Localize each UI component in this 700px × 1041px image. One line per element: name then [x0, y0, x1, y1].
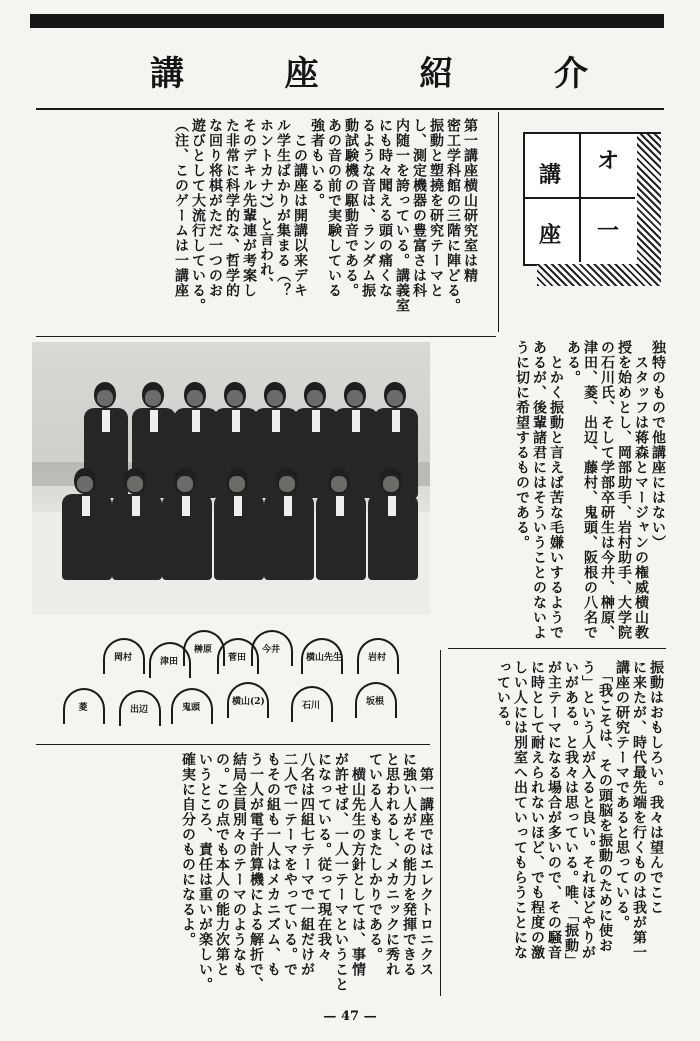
title-char: 介 [553, 54, 590, 94]
box-shadow [637, 132, 661, 266]
box-divider [579, 132, 581, 262]
section-rule [36, 744, 430, 745]
group-photo [32, 342, 430, 614]
name-sketch: 菅田 [214, 636, 260, 680]
name-sketch: 坂根 [352, 680, 398, 724]
title-char: 座 [284, 54, 321, 94]
box-shadow [537, 264, 661, 286]
policy-text: 第一講座ではエレクトロニクス に強い人がその能力を発揮できる と思われるし、メカニックに秀れ ている人もまたしかりである。 横山先生の方針としては、事情 が許せば、一人一テーマということ になっている。従って現在我々 八名は四組七テーマで一組だけが 二人で一テーマをやっている。で もその組も一人はメカニズム、も う一人が電子計算機による解折で、 結局全員別々のテーマのようなも の。この点でも本人の能力次第と いうところ、責任は重いが楽しい。 確実に自分のものになるよ。 [180, 752, 434, 992]
box-char: 講 [539, 162, 562, 188]
column-label-box [523, 118, 663, 288]
title-char: 紹 [419, 54, 456, 94]
name-sketch: 岡村 [100, 636, 146, 680]
name-sketch: 津田 [146, 640, 192, 684]
intro-text: 第一講座横山研究室は精 密工学科館の三階に陣どる。 振動と塑撓を研究テーマと し、測定機器の豊富さは科 内随一を誇っている。講義室 にも時々聞える頭の痛くな るような音は、ランダム振 動試験機の駆動音である。 あの音の前で実験している 強者もいる。 この講座は開講以来デキ ル学生ばかりが集まる（？ ホントカナ?）と言われ、 そのデキル先輩連が考案し た非常に科学的な、哲学的 な回り将棋がただ一つのお 遊びとして大流行している。 （注、このゲームは一講座 [173, 118, 478, 313]
page-title [150, 46, 590, 94]
name-sketch: 石川 [288, 684, 334, 728]
staff-text: 独特のもので他講座にはない） スタッフは蒋森とマージャンの権威横山教 授を始めとし、岡部助手、岩村助手、大学院 の石川氏、そして学部卒研生は今井、榊原、 津田、菱、出辺、藤村、鬼頭、阪根の八名で ある。 とかく振動と言えば苦な毛嫌いするようで あるが、後輩諸君にはそういうことのないよ うに切に希望するものである。 [514, 340, 666, 640]
name-sketch: 今井 [248, 628, 294, 672]
header-bar [30, 14, 664, 28]
name-sketch: 横山(2) [224, 680, 270, 724]
name-sketches [78, 626, 440, 736]
box-char: 一 [597, 218, 620, 244]
box-char: オ [597, 148, 620, 174]
title-char: 講 [150, 54, 186, 94]
name-sketch: 出辺 [116, 688, 162, 732]
name-sketch: 横山先生 [298, 636, 344, 680]
name-sketch: 菱 [60, 686, 106, 730]
name-sketch: 鬼頭 [168, 686, 214, 730]
section-rule [448, 648, 666, 649]
name-sketch: 岩村 [354, 636, 400, 680]
page-number: — 47 — [323, 1009, 377, 1024]
column-rule [498, 112, 499, 332]
box-char: 座 [539, 222, 562, 248]
name-sketch: 榊原 [180, 628, 226, 672]
section-rule [36, 336, 496, 337]
title-rule [36, 108, 664, 110]
research-text: 振動はおもしろい。我々は望んでここ に来たが、時代最先端を行くものは我が第一 講座の研究テーマであると思っている。 「我こそは、その頭脳を振動のために使お う」という人が入ると良い。それほどやりが いがある。と我々は思っている。唯、「振動」 が主テーマになる場合が多いので、その騒音 に時として耐えられないほど、でも程度の激 しい人には別室へ出ていってもらうことにな っている。 [495, 660, 664, 968]
column-rule [440, 650, 441, 996]
